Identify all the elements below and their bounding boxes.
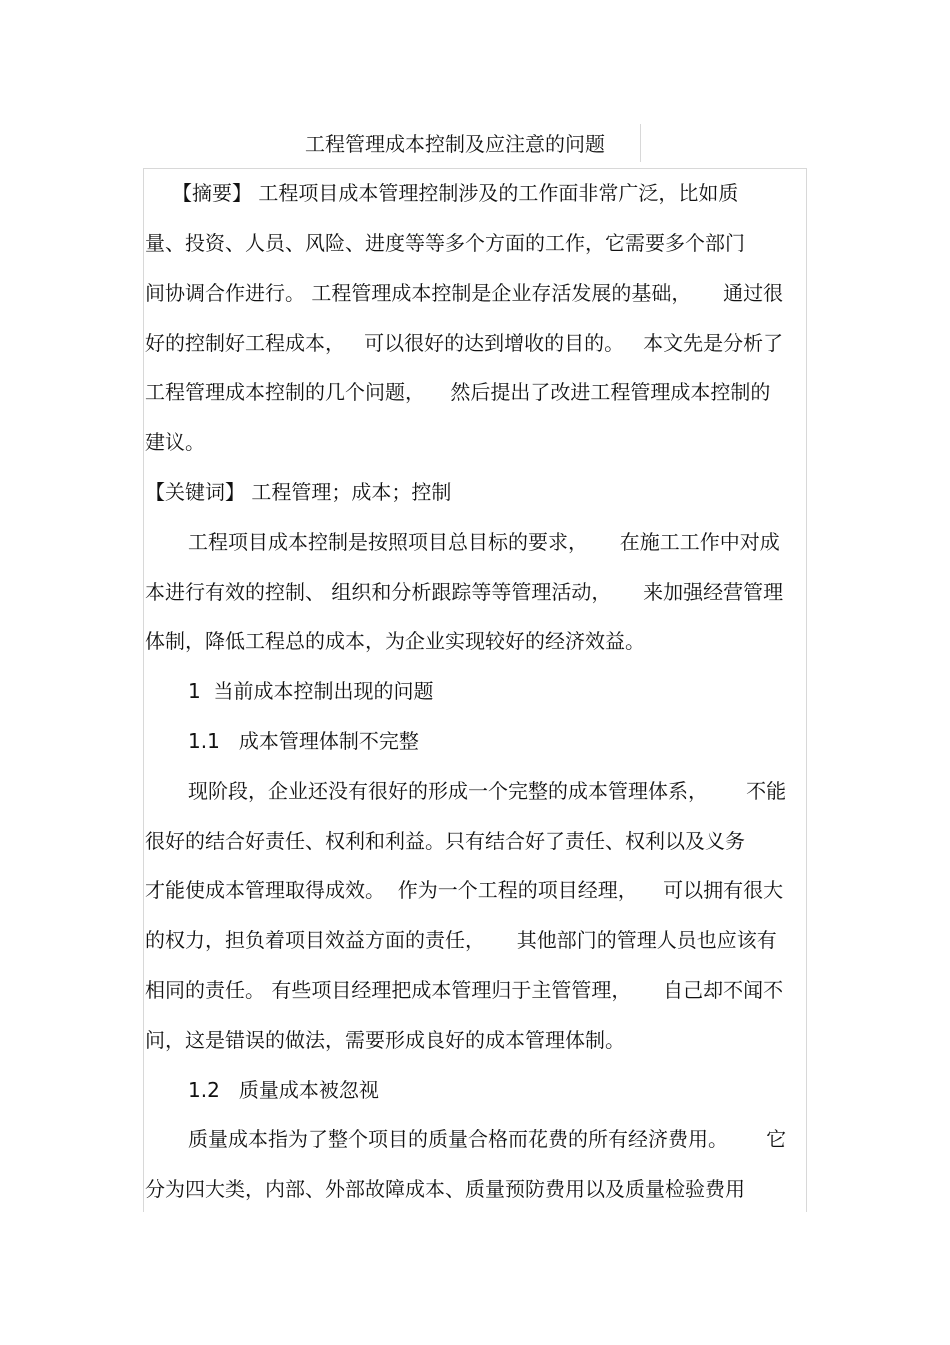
body-line: 本进行有效的控制、 组织和分析跟踪等等管理活动， 来加强经营管理 xyxy=(145,580,784,604)
frame-rule-top xyxy=(143,168,807,169)
body-line: 质量成本指为了整个项目的质量合格而花费的所有经济费用。 它 xyxy=(188,1127,787,1151)
body-line: 问，这是错误的做法，需要形成良好的成本管理体制。 xyxy=(145,1028,625,1052)
body-line: 相同的责任。 有些项目经理把成本管理归于主管管理， 自己却不闻不 xyxy=(145,978,784,1002)
body-line: 的权力，担负着项目效益方面的责任， 其他部门的管理人员也应该有 xyxy=(145,928,777,952)
body-line: 量、投资、人员、风险、进度等等多个方面的工作，它需要多个部门 xyxy=(145,231,745,255)
body-line: 间协调合作进行。 工程管理成本控制是企业存活发展的基础， 通过很 xyxy=(145,281,784,305)
frame-rule-left xyxy=(143,168,144,1212)
subsection-heading: 1.2 质量成本被忽视 xyxy=(188,1078,379,1102)
title-rule xyxy=(640,124,641,162)
body-line: 好的控制好工程成本， 可以很好的达到增收的目的。 本文先是分析了 xyxy=(145,331,784,355)
body-line: 【摘要】 工程项目成本管理控制涉及的工作面非常广泛，比如质 xyxy=(172,181,739,205)
body-line: 建议。 xyxy=(145,430,205,454)
body-line: 分为四大类，内部、外部故障成本、质量预防费用以及质量检验费用 xyxy=(145,1177,745,1201)
section-heading: 1 当前成本控制出现的问题 xyxy=(188,679,434,703)
body-line: 现阶段，企业还没有很好的形成一个完整的成本管理体系， 不能 xyxy=(188,779,787,803)
document-title: 工程管理成本控制及应注意的问题 xyxy=(305,132,605,156)
body-line: 工程管理成本控制的几个问题， 然后提出了改进工程管理成本控制的 xyxy=(145,380,771,404)
body-line: 体制，降低工程总的成本，为企业实现较好的经济效益。 xyxy=(145,629,645,653)
body-line: 很好的结合好责任、权利和利益。只有结合好了责任、权利以及义务 xyxy=(145,829,745,853)
keywords-line: 【关键词】 工程管理；成本；控制 xyxy=(145,480,452,504)
body-line: 工程项目成本控制是按照项目总目标的要求， 在施工工作中对成 xyxy=(188,530,780,554)
body-line: 才能使成本管理取得成效。 作为一个工程的项目经理， 可以拥有很大 xyxy=(145,878,784,902)
frame-rule-right xyxy=(806,168,807,1212)
subsection-heading: 1.1 成本管理体制不完整 xyxy=(188,729,419,753)
